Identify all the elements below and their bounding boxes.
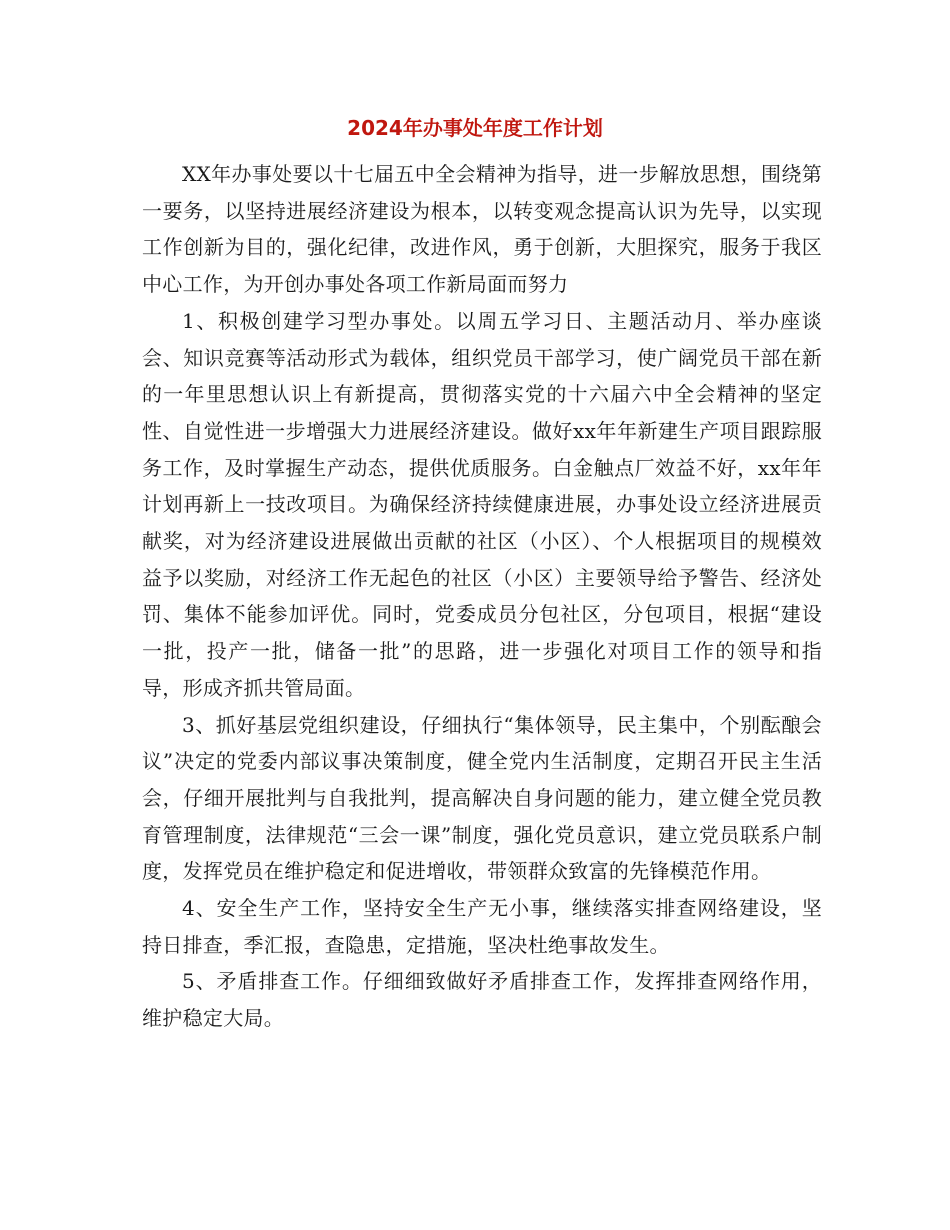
document-body bbox=[142, 156, 822, 1037]
paragraph-item-3: 3、抓好基层党组织建设，仔细执行“集体领导，民主集中，个别酝酿会议”决定的党委内部议事决策制度，健全党内生活制度，定期召开民主生活会，仔细开展批判与自我批判，提高解决自身问题的能力，建立健全党员教育管理制度，法律规范“三会一课”制度，强化党员意识，建立党员联系户制度，发挥党员在维护稳定和促进增收，带领群众致富的先锋模范作用。 bbox=[142, 712, 822, 884]
paragraph-item-1: 1、积极创建学习型办事处。以周五学习日、主题活动月、举办座谈会、知识竞赛等活动形式为载体，组织党员干部学习，使广阔党员干部在新的一年里思想认识上有新提高，贯彻落实党的十六届六中全会精神的坚定性、自觉性进一步增强大力进展经济建设。做好xx年年新建生产项目跟踪服务工作，及时掌握生产动态，提供优质服务。白金触点厂效益不好，xx年年计划再新上一技改项目。为确保经济持续健康进展，办事处设立经济进展贡献奖，对为经济建设进展做出贡献的社区（小区）、个人根据项目的规模效益予以奖励，对经济工作无起色的社区（小区）主要领导给予警告、经济处罚、集体不能参加评优。同时，党委成员分包社区，分包项目，根据“建设一批，投产一批，储备一批”的思路，进一步强化对项目工作的领导和指导，形成齐抓共管局面。 bbox=[142, 308, 822, 700]
document-title: 2024年办事处年度工作计划 bbox=[347, 116, 603, 140]
paragraph-item-4: 4、安全生产工作，坚持安全生产无小事，继续落实排查网络建设，坚持日排查，季汇报，查隐患，定措施，坚决杜绝事故发生。 bbox=[142, 896, 822, 957]
paragraph-item-5: 5、矛盾排查工作。仔细细致做好矛盾排查工作，发挥排查网络作用，维护稳定大局。 bbox=[142, 969, 822, 1031]
paragraph-intro: XX年办事处要以十七届五中全会精神为指导，进一步解放思想，围绕第一要务，以坚持进展经济建设为根本，以转变观念提高认识为先导，以实现工作创新为目的，强化纪律，改进作风，勇于创新，大胆探究，服务于我区中心工作，为开创办事处各项工作新局面而努力 bbox=[142, 162, 822, 297]
